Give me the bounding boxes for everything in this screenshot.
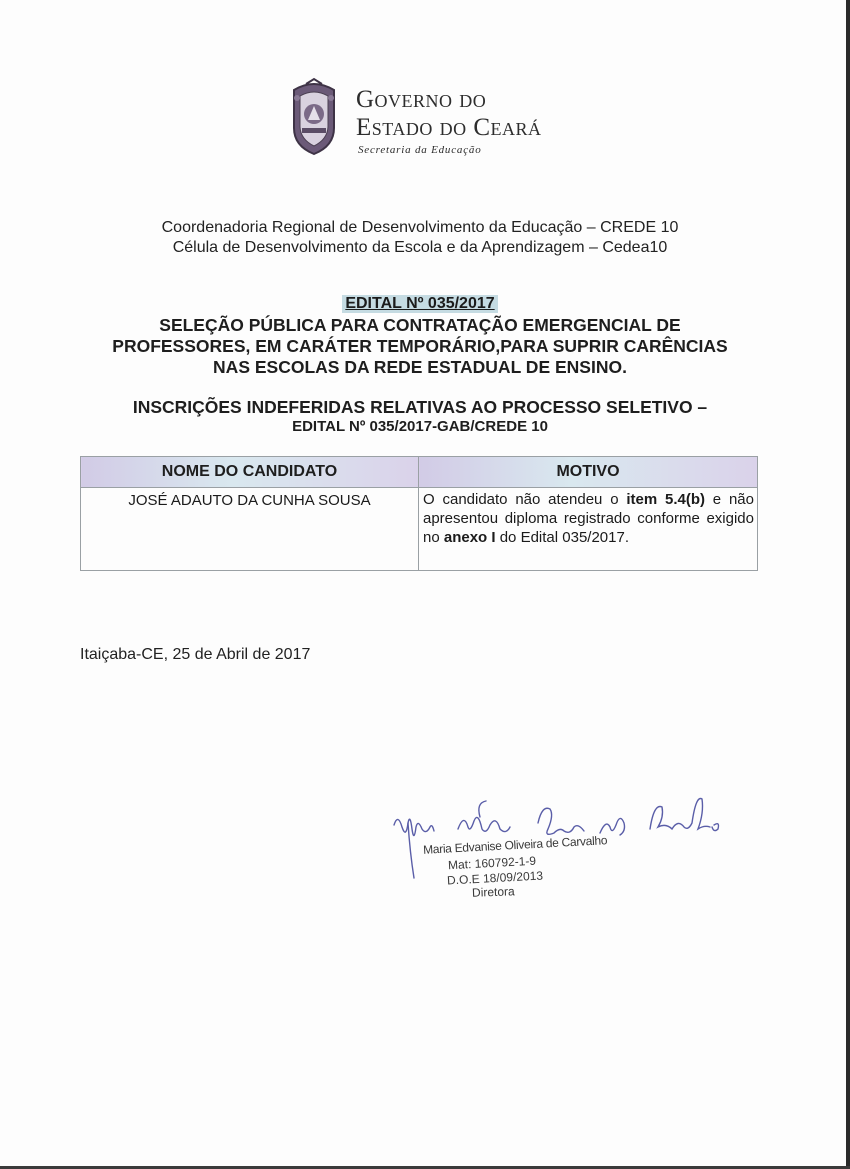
stamp-doe: D.O.E 18/09/2013 <box>446 868 544 888</box>
title-line-3: NAS ESCOLAS DA REDE ESTADUAL DE ENSINO. <box>213 357 627 377</box>
table-header-row <box>81 457 758 488</box>
subtitle-line-2: EDITAL Nº 035/2017-GAB/CREDE 10 <box>292 418 548 435</box>
stamp-name: Maria Edvanise Oliveira de Carvalho <box>422 833 608 857</box>
document-date: Itaiçaba-CE, 25 de Abril de 2017 <box>80 646 311 663</box>
state-crest-icon <box>288 76 340 156</box>
motivo-text: do Edital 035/2017. <box>495 529 629 546</box>
motivo-item-ref: item 5.4(b) <box>626 491 705 508</box>
page-edge <box>846 0 850 1169</box>
logo-text-line2: Estado do Ceará <box>356 114 542 141</box>
org-line-1: Coordenadoria Regional de Desenvolvimento da Educação – CREDE 10 <box>161 219 679 236</box>
candidates-table <box>80 456 758 571</box>
title-line-1: SELEÇÃO PÚBLICA PARA CONTRATAÇÃO EMERGENCIAL DE <box>159 315 681 335</box>
stamp-role: Diretora <box>471 884 515 900</box>
edital-heading <box>0 295 840 313</box>
column-header-name: NOME DO CANDIDATO <box>81 457 419 488</box>
edital-number: EDITAL Nº 035/2017 <box>342 295 497 313</box>
stamp-registration: Mat: 160792-1-9 <box>447 853 537 873</box>
org-line-2: Célula de Desenvolvimento da Escola e da Aprendizagem – Cedea10 <box>172 239 668 256</box>
logo-text-line1: Governo do <box>356 86 487 113</box>
handwritten-signature <box>388 783 728 883</box>
candidate-name: JOSÉ ADAUTO DA CUNHA SOUSA <box>81 488 419 571</box>
motivo-anexo-ref: anexo I <box>443 529 496 546</box>
table-row <box>81 488 758 571</box>
government-logo <box>288 76 568 160</box>
motivo-text: e não apresentou diploma registrado conforme exigido no <box>423 491 754 546</box>
title-line-2: PROFESSORES, EM CARÁTER TEMPORÁRIO,PARA SUPRIR CARÊNCIAS <box>112 336 728 356</box>
column-header-motivo: MOTIVO <box>419 457 758 488</box>
subtitle-line-1: INSCRIÇÕES INDEFERIDAS RELATIVAS AO PROCESSO SELETIVO – <box>132 397 708 417</box>
candidate-motivo <box>419 488 758 571</box>
logo-secretaria: Secretaria da Educação <box>358 144 482 156</box>
motivo-text: O candidato não atendeu o <box>423 491 627 508</box>
